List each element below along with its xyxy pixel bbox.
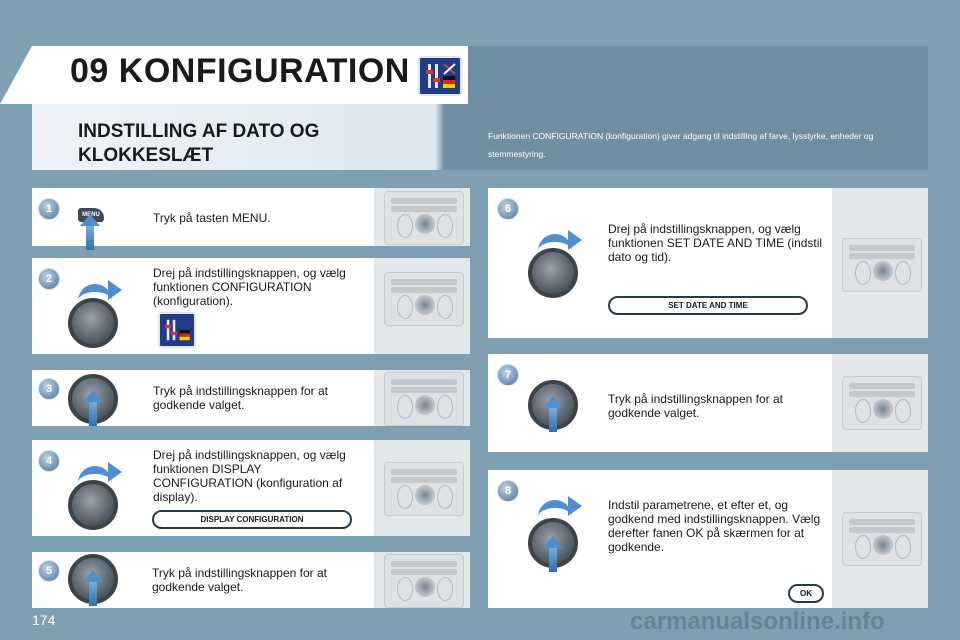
- page-number: 174: [32, 612, 56, 628]
- console-icon: [842, 512, 922, 566]
- console-image: [832, 188, 928, 338]
- console-image: [374, 188, 470, 246]
- watermark: carmanualsonline.info: [630, 608, 885, 635]
- step-text: Indstil parametrene, et efter et, og godkend med indstillingsknappen. Vælg derefter fanen OK på skærmen for at godkende.: [608, 498, 821, 554]
- step-text: Tryk på indstillingsknappen for at godkende valget.: [152, 566, 327, 594]
- knob-icon: [528, 248, 578, 298]
- console-icon: [842, 238, 922, 292]
- step-number: 8: [497, 480, 519, 502]
- step-number: 6: [497, 198, 519, 220]
- configuration-icon: [418, 56, 462, 96]
- display-configuration-pill: DISPLAY CONFIGURATION: [152, 510, 352, 529]
- console-icon: [384, 462, 464, 516]
- console-image: [374, 258, 470, 354]
- console-icon: [384, 554, 464, 608]
- press-arrow-icon: [86, 224, 94, 250]
- step-number: 4: [38, 450, 60, 472]
- intro-text: Funktionen CONFIGURATION (konfiguration) giver adgang til indstilling af farve, lysstyrke, enheder og stemmestyring.: [488, 131, 874, 159]
- step-number: 1: [38, 198, 60, 220]
- knob-icon: [68, 298, 118, 348]
- step-number: 3: [38, 378, 60, 400]
- step-text: Tryk på indstillingsknappen for at godkende valget.: [153, 384, 328, 412]
- step-text: Drej på indstillingsknappen, og vælg funktionen CONFIGURATION (konfiguration).: [153, 266, 346, 308]
- step-text: Drej på indstillingsknappen, og vælg funktionen SET DATE AND TIME (indstil dato og tid).: [608, 222, 823, 264]
- step-text: Tryk på indstillingsknappen for at godkende valget.: [608, 392, 783, 420]
- console-image: [832, 470, 928, 608]
- console-image: [374, 440, 470, 536]
- console-icon: [384, 372, 464, 426]
- press-arrow-icon: [549, 546, 557, 572]
- step-text: Drej på indstillingsknappen, og vælg funktionen DISPLAY CONFIGURATION (konfiguration af display).: [153, 448, 346, 504]
- header-dark-band: [468, 46, 928, 104]
- knob-icon: [68, 480, 118, 530]
- console-image: [374, 552, 470, 608]
- press-arrow-icon: [89, 580, 97, 606]
- press-arrow-icon: [549, 406, 557, 432]
- console-icon: [842, 376, 922, 430]
- section-title: INDSTILLING AF DATO OG KLOKKESLÆT: [78, 121, 320, 166]
- set-date-and-time-pill: SET DATE AND TIME: [608, 296, 808, 315]
- console-image: [832, 354, 928, 452]
- step-text: Tryk på tasten MENU.: [153, 211, 271, 225]
- step-number: 2: [38, 268, 60, 290]
- configuration-icon: [158, 312, 196, 348]
- step-number: 5: [38, 560, 60, 582]
- console-icon: [384, 272, 464, 326]
- console-image: [374, 370, 470, 426]
- page-title: 09 KONFIGURATION: [70, 52, 410, 90]
- ok-pill: OK: [788, 584, 824, 603]
- press-arrow-icon: [89, 400, 97, 426]
- step-number: 7: [497, 364, 519, 386]
- console-icon: [384, 191, 464, 245]
